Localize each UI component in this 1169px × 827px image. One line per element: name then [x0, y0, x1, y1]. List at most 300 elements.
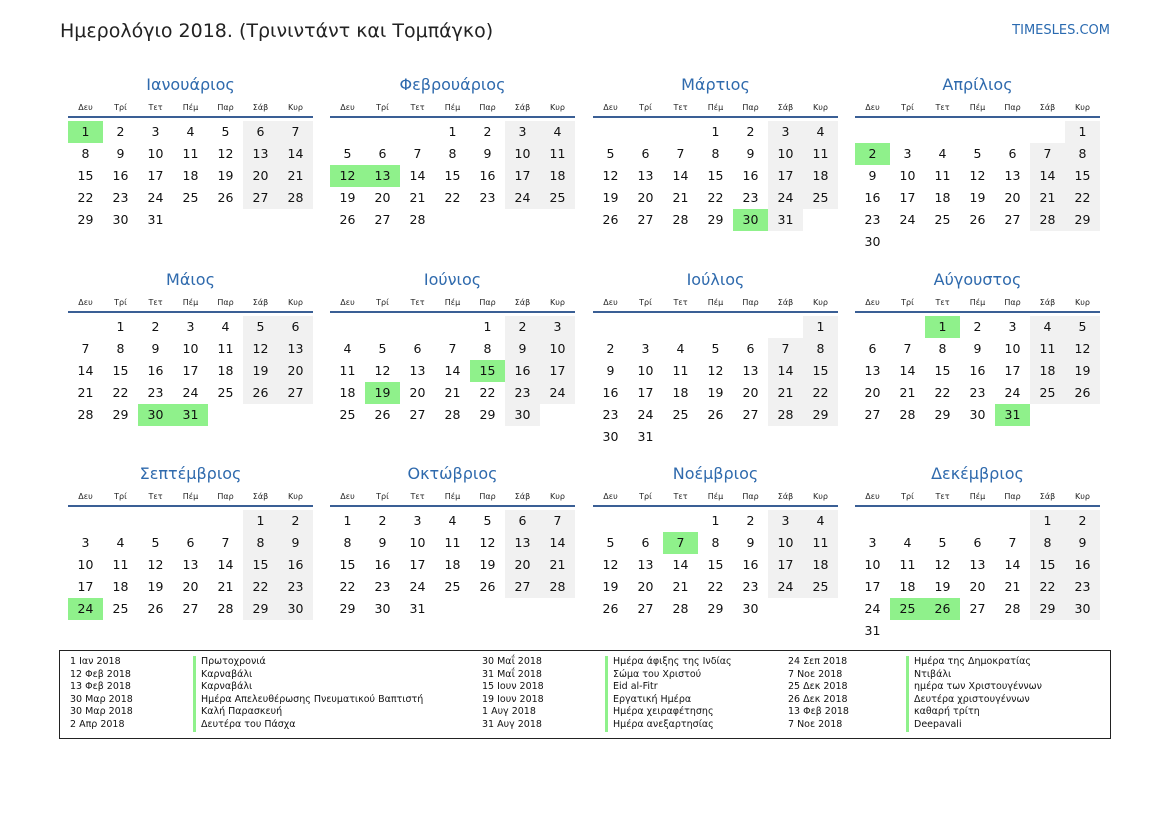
day-cell[interactable]: 19 — [339, 190, 356, 205]
day-cell[interactable]: 13 — [742, 363, 759, 378]
day-cell[interactable]: 10 — [637, 363, 654, 378]
day-cell[interactable]: 8 — [343, 535, 352, 550]
day-cell[interactable]: 5 — [938, 535, 947, 550]
day-cell[interactable]: 5 — [343, 146, 352, 161]
day-cell[interactable]: 1 — [448, 124, 457, 139]
day-cell[interactable]: 22 — [243, 576, 278, 598]
day-cell[interactable]: 4 — [1030, 316, 1065, 338]
day-cell[interactable]: 15 — [444, 168, 461, 183]
day-cell[interactable]: 22 — [803, 382, 838, 404]
day-cell[interactable]: 27 — [742, 407, 759, 422]
day-cell[interactable]: 20 — [278, 360, 313, 382]
day-cell[interactable]: 7 — [903, 341, 912, 356]
day-cell[interactable]: 1 — [116, 319, 125, 334]
day-cell[interactable]: 8 — [81, 146, 90, 161]
day-cell[interactable]: 12 — [969, 168, 986, 183]
day-cell[interactable]: 22 — [707, 579, 724, 594]
day-cell[interactable]: 6 — [973, 535, 982, 550]
day-cell[interactable]: 15 — [1030, 554, 1065, 576]
day-cell[interactable]: 15 — [707, 557, 724, 572]
day-cell[interactable]: 4 — [903, 535, 912, 550]
day-cell[interactable]: 21 — [1004, 579, 1021, 594]
day-cell[interactable]: 15 — [803, 360, 838, 382]
day-cell[interactable]: 22 — [479, 385, 496, 400]
day-cell[interactable]: 16 — [505, 360, 540, 382]
holiday-day-cell[interactable]: 31 — [995, 404, 1030, 426]
day-cell[interactable]: 23 — [864, 212, 881, 227]
day-cell[interactable]: 29 — [934, 407, 951, 422]
day-cell[interactable]: 11 — [217, 341, 234, 356]
day-cell[interactable]: 13 — [182, 557, 199, 572]
day-cell[interactable]: 23 — [112, 190, 129, 205]
day-cell[interactable]: 16 — [374, 557, 391, 572]
day-cell[interactable]: 22 — [339, 579, 356, 594]
day-cell[interactable]: 2 — [116, 124, 125, 139]
day-cell[interactable]: 10 — [768, 143, 803, 165]
day-cell[interactable]: 16 — [742, 557, 759, 572]
day-cell[interactable]: 18 — [217, 363, 234, 378]
day-cell[interactable]: 22 — [934, 385, 951, 400]
day-cell[interactable]: 31 — [147, 212, 164, 227]
day-cell[interactable]: 24 — [505, 187, 540, 209]
day-cell[interactable]: 10 — [768, 532, 803, 554]
day-cell[interactable]: 31 — [409, 601, 426, 616]
day-cell[interactable]: 20 — [409, 385, 426, 400]
day-cell[interactable]: 4 — [116, 535, 125, 550]
day-cell[interactable]: 21 — [278, 165, 313, 187]
day-cell[interactable]: 26 — [969, 212, 986, 227]
day-cell[interactable]: 15 — [77, 168, 94, 183]
day-cell[interactable]: 30 — [505, 404, 540, 426]
day-cell[interactable]: 1 — [711, 124, 720, 139]
day-cell[interactable]: 29 — [112, 407, 129, 422]
day-cell[interactable]: 14 — [1030, 165, 1065, 187]
day-cell[interactable]: 17 — [540, 360, 575, 382]
day-cell[interactable]: 19 — [602, 579, 619, 594]
holiday-day-cell[interactable]: 2 — [855, 143, 890, 165]
day-cell[interactable]: 30 — [278, 598, 313, 620]
day-cell[interactable]: 14 — [409, 168, 426, 183]
day-cell[interactable]: 4 — [186, 124, 195, 139]
day-cell[interactable]: 4 — [540, 121, 575, 143]
day-cell[interactable]: 4 — [676, 341, 685, 356]
day-cell[interactable]: 2 — [1065, 510, 1100, 532]
day-cell[interactable]: 9 — [378, 535, 387, 550]
day-cell[interactable]: 4 — [938, 146, 947, 161]
day-cell[interactable]: 21 — [768, 382, 803, 404]
holiday-day-cell[interactable]: 7 — [663, 532, 698, 554]
day-cell[interactable]: 11 — [672, 363, 689, 378]
day-cell[interactable]: 23 — [505, 382, 540, 404]
day-cell[interactable]: 7 — [768, 338, 803, 360]
day-cell[interactable]: 3 — [768, 510, 803, 532]
day-cell[interactable]: 25 — [182, 190, 199, 205]
day-cell[interactable]: 15 — [707, 168, 724, 183]
day-cell[interactable]: 9 — [1065, 532, 1100, 554]
holiday-day-cell[interactable]: 15 — [470, 360, 505, 382]
holiday-day-cell[interactable]: 30 — [733, 209, 768, 231]
day-cell[interactable]: 20 — [505, 554, 540, 576]
day-cell[interactable]: 13 — [505, 532, 540, 554]
day-cell[interactable]: 14 — [217, 557, 234, 572]
day-cell[interactable]: 5 — [221, 124, 230, 139]
day-cell[interactable]: 28 — [899, 407, 916, 422]
day-cell[interactable]: 8 — [711, 535, 720, 550]
day-cell[interactable]: 14 — [278, 143, 313, 165]
day-cell[interactable]: 7 — [278, 121, 313, 143]
day-cell[interactable]: 29 — [479, 407, 496, 422]
day-cell[interactable]: 5 — [1065, 316, 1100, 338]
day-cell[interactable]: 5 — [151, 535, 160, 550]
day-cell[interactable]: 30 — [374, 601, 391, 616]
day-cell[interactable]: 29 — [243, 598, 278, 620]
day-cell[interactable]: 17 — [77, 579, 94, 594]
day-cell[interactable]: 1 — [243, 510, 278, 532]
day-cell[interactable]: 25 — [540, 187, 575, 209]
day-cell[interactable]: 21 — [672, 579, 689, 594]
day-cell[interactable]: 28 — [540, 576, 575, 598]
day-cell[interactable]: 26 — [602, 601, 619, 616]
day-cell[interactable]: 26 — [602, 212, 619, 227]
day-cell[interactable]: 25 — [672, 407, 689, 422]
day-cell[interactable]: 9 — [746, 535, 755, 550]
day-cell[interactable]: 26 — [707, 407, 724, 422]
day-cell[interactable]: 21 — [444, 385, 461, 400]
day-cell[interactable]: 1 — [483, 319, 492, 334]
day-cell[interactable]: 5 — [606, 535, 615, 550]
day-cell[interactable]: 29 — [707, 601, 724, 616]
day-cell[interactable]: 1 — [343, 513, 352, 528]
day-cell[interactable]: 6 — [186, 535, 195, 550]
day-cell[interactable]: 24 — [637, 407, 654, 422]
day-cell[interactable]: 12 — [243, 338, 278, 360]
day-cell[interactable]: 16 — [278, 554, 313, 576]
day-cell[interactable]: 18 — [182, 168, 199, 183]
day-cell[interactable]: 21 — [540, 554, 575, 576]
day-cell[interactable]: 25 — [1030, 382, 1065, 404]
day-cell[interactable]: 6 — [1008, 146, 1017, 161]
day-cell[interactable]: 22 — [707, 190, 724, 205]
day-cell[interactable]: 22 — [1065, 187, 1100, 209]
day-cell[interactable]: 25 — [934, 212, 951, 227]
holiday-day-cell[interactable]: 30 — [138, 404, 173, 426]
day-cell[interactable]: 4 — [221, 319, 230, 334]
day-cell[interactable]: 10 — [409, 535, 426, 550]
day-cell[interactable]: 12 — [602, 168, 619, 183]
day-cell[interactable]: 5 — [973, 146, 982, 161]
day-cell[interactable]: 16 — [1065, 554, 1100, 576]
day-cell[interactable]: 21 — [409, 190, 426, 205]
day-cell[interactable]: 15 — [1065, 165, 1100, 187]
day-cell[interactable]: 6 — [278, 316, 313, 338]
day-cell[interactable]: 24 — [182, 385, 199, 400]
day-cell[interactable]: 10 — [505, 143, 540, 165]
day-cell[interactable]: 1 — [803, 316, 838, 338]
day-cell[interactable]: 9 — [973, 341, 982, 356]
day-cell[interactable]: 9 — [868, 168, 877, 183]
day-cell[interactable]: 20 — [969, 579, 986, 594]
day-cell[interactable]: 25 — [112, 601, 129, 616]
day-cell[interactable]: 26 — [1065, 382, 1100, 404]
day-cell[interactable]: 6 — [746, 341, 755, 356]
day-cell[interactable]: 2 — [746, 124, 755, 139]
day-cell[interactable]: 24 — [768, 576, 803, 598]
day-cell[interactable]: 24 — [540, 382, 575, 404]
day-cell[interactable]: 26 — [374, 407, 391, 422]
day-cell[interactable]: 16 — [112, 168, 129, 183]
day-cell[interactable]: 27 — [637, 601, 654, 616]
day-cell[interactable]: 8 — [938, 341, 947, 356]
day-cell[interactable]: 28 — [77, 407, 94, 422]
day-cell[interactable]: 11 — [899, 557, 916, 572]
day-cell[interactable]: 2 — [505, 316, 540, 338]
day-cell[interactable]: 20 — [243, 165, 278, 187]
day-cell[interactable]: 24 — [864, 601, 881, 616]
day-cell[interactable]: 24 — [409, 579, 426, 594]
day-cell[interactable]: 30 — [864, 234, 881, 249]
day-cell[interactable]: 29 — [77, 212, 94, 227]
day-cell[interactable]: 31 — [768, 209, 803, 231]
day-cell[interactable]: 17 — [768, 554, 803, 576]
day-cell[interactable]: 12 — [374, 363, 391, 378]
day-cell[interactable]: 19 — [707, 385, 724, 400]
day-cell[interactable]: 17 — [505, 165, 540, 187]
day-cell[interactable]: 23 — [602, 407, 619, 422]
site-link[interactable]: TIMESLES.COM — [1012, 23, 1110, 38]
day-cell[interactable]: 29 — [1030, 598, 1065, 620]
day-cell[interactable]: 24 — [147, 190, 164, 205]
holiday-day-cell[interactable]: 19 — [365, 382, 400, 404]
day-cell[interactable]: 26 — [479, 579, 496, 594]
day-cell[interactable]: 27 — [182, 601, 199, 616]
day-cell[interactable]: 27 — [409, 407, 426, 422]
day-cell[interactable]: 2 — [973, 319, 982, 334]
day-cell[interactable]: 19 — [602, 190, 619, 205]
day-cell[interactable]: 15 — [934, 363, 951, 378]
day-cell[interactable]: 21 — [217, 579, 234, 594]
day-cell[interactable]: 20 — [864, 385, 881, 400]
day-cell[interactable]: 22 — [112, 385, 129, 400]
day-cell[interactable]: 7 — [676, 146, 685, 161]
day-cell[interactable]: 3 — [1008, 319, 1017, 334]
day-cell[interactable]: 12 — [217, 146, 234, 161]
day-cell[interactable]: 7 — [413, 146, 422, 161]
day-cell[interactable]: 4 — [448, 513, 457, 528]
day-cell[interactable]: 9 — [116, 146, 125, 161]
day-cell[interactable]: 13 — [637, 557, 654, 572]
day-cell[interactable]: 13 — [1004, 168, 1021, 183]
day-cell[interactable]: 11 — [444, 535, 461, 550]
day-cell[interactable]: 24 — [1004, 385, 1021, 400]
day-cell[interactable]: 13 — [278, 338, 313, 360]
day-cell[interactable]: 25 — [444, 579, 461, 594]
day-cell[interactable]: 16 — [479, 168, 496, 183]
day-cell[interactable]: 18 — [444, 557, 461, 572]
day-cell[interactable]: 6 — [641, 146, 650, 161]
day-cell[interactable]: 8 — [711, 146, 720, 161]
day-cell[interactable]: 26 — [147, 601, 164, 616]
day-cell[interactable]: 12 — [147, 557, 164, 572]
day-cell[interactable]: 20 — [742, 385, 759, 400]
holiday-day-cell[interactable]: 1 — [68, 121, 103, 143]
day-cell[interactable]: 23 — [969, 385, 986, 400]
day-cell[interactable]: 26 — [339, 212, 356, 227]
day-cell[interactable]: 18 — [803, 165, 838, 187]
holiday-day-cell[interactable]: 31 — [173, 404, 208, 426]
day-cell[interactable]: 5 — [243, 316, 278, 338]
day-cell[interactable]: 22 — [444, 190, 461, 205]
day-cell[interactable]: 10 — [864, 557, 881, 572]
day-cell[interactable]: 3 — [903, 146, 912, 161]
day-cell[interactable]: 6 — [378, 146, 387, 161]
day-cell[interactable]: 13 — [243, 143, 278, 165]
day-cell[interactable]: 21 — [899, 385, 916, 400]
day-cell[interactable]: 18 — [540, 165, 575, 187]
day-cell[interactable]: 17 — [768, 165, 803, 187]
day-cell[interactable]: 30 — [969, 407, 986, 422]
holiday-day-cell[interactable]: 24 — [68, 598, 103, 620]
day-cell[interactable]: 23 — [742, 579, 759, 594]
day-cell[interactable]: 3 — [868, 535, 877, 550]
day-cell[interactable]: 18 — [339, 385, 356, 400]
day-cell[interactable]: 27 — [505, 576, 540, 598]
day-cell[interactable]: 21 — [672, 190, 689, 205]
day-cell[interactable]: 3 — [768, 121, 803, 143]
day-cell[interactable]: 20 — [374, 190, 391, 205]
day-cell[interactable]: 20 — [637, 190, 654, 205]
day-cell[interactable]: 25 — [803, 187, 838, 209]
day-cell[interactable]: 7 — [540, 510, 575, 532]
day-cell[interactable]: 14 — [77, 363, 94, 378]
day-cell[interactable]: 28 — [409, 212, 426, 227]
day-cell[interactable]: 2 — [378, 513, 387, 528]
day-cell[interactable]: 27 — [637, 212, 654, 227]
day-cell[interactable]: 28 — [672, 601, 689, 616]
day-cell[interactable]: 11 — [540, 143, 575, 165]
day-cell[interactable]: 12 — [707, 363, 724, 378]
day-cell[interactable]: 29 — [707, 212, 724, 227]
day-cell[interactable]: 14 — [1004, 557, 1021, 572]
day-cell[interactable]: 11 — [934, 168, 951, 183]
day-cell[interactable]: 25 — [217, 385, 234, 400]
day-cell[interactable]: 17 — [1004, 363, 1021, 378]
day-cell[interactable]: 25 — [803, 576, 838, 598]
day-cell[interactable]: 22 — [77, 190, 94, 205]
day-cell[interactable]: 9 — [483, 146, 492, 161]
day-cell[interactable]: 21 — [77, 385, 94, 400]
day-cell[interactable]: 10 — [147, 146, 164, 161]
day-cell[interactable]: 5 — [483, 513, 492, 528]
day-cell[interactable]: 23 — [742, 190, 759, 205]
day-cell[interactable]: 6 — [505, 510, 540, 532]
day-cell[interactable]: 12 — [1065, 338, 1100, 360]
day-cell[interactable]: 19 — [969, 190, 986, 205]
day-cell[interactable]: 15 — [339, 557, 356, 572]
day-cell[interactable]: 11 — [803, 532, 838, 554]
day-cell[interactable]: 14 — [672, 557, 689, 572]
day-cell[interactable]: 8 — [803, 338, 838, 360]
day-cell[interactable]: 19 — [1065, 360, 1100, 382]
holiday-day-cell[interactable]: 1 — [925, 316, 960, 338]
day-cell[interactable]: 20 — [637, 579, 654, 594]
day-cell[interactable]: 20 — [182, 579, 199, 594]
day-cell[interactable]: 28 — [278, 187, 313, 209]
day-cell[interactable]: 2 — [746, 513, 755, 528]
day-cell[interactable]: 28 — [217, 601, 234, 616]
day-cell[interactable]: 6 — [243, 121, 278, 143]
day-cell[interactable]: 5 — [378, 341, 387, 356]
day-cell[interactable]: 19 — [243, 360, 278, 382]
day-cell[interactable]: 18 — [899, 579, 916, 594]
day-cell[interactable]: 17 — [637, 385, 654, 400]
day-cell[interactable]: 28 — [1030, 209, 1065, 231]
day-cell[interactable]: 27 — [374, 212, 391, 227]
day-cell[interactable]: 21 — [1030, 187, 1065, 209]
day-cell[interactable]: 10 — [182, 341, 199, 356]
day-cell[interactable]: 23 — [147, 385, 164, 400]
day-cell[interactable]: 24 — [899, 212, 916, 227]
day-cell[interactable]: 20 — [1004, 190, 1021, 205]
day-cell[interactable]: 14 — [768, 360, 803, 382]
day-cell[interactable]: 17 — [864, 579, 881, 594]
day-cell[interactable]: 12 — [934, 557, 951, 572]
day-cell[interactable]: 11 — [112, 557, 129, 572]
day-cell[interactable]: 9 — [505, 338, 540, 360]
day-cell[interactable]: 27 — [1004, 212, 1021, 227]
day-cell[interactable]: 10 — [540, 338, 575, 360]
day-cell[interactable]: 13 — [969, 557, 986, 572]
day-cell[interactable]: 5 — [606, 146, 615, 161]
day-cell[interactable]: 28 — [672, 212, 689, 227]
day-cell[interactable]: 10 — [1004, 341, 1021, 356]
day-cell[interactable]: 27 — [969, 601, 986, 616]
day-cell[interactable]: 18 — [112, 579, 129, 594]
day-cell[interactable]: 30 — [112, 212, 129, 227]
day-cell[interactable]: 3 — [186, 319, 195, 334]
day-cell[interactable]: 28 — [444, 407, 461, 422]
day-cell[interactable]: 14 — [444, 363, 461, 378]
day-cell[interactable]: 1 — [1065, 121, 1100, 143]
day-cell[interactable]: 29 — [1065, 209, 1100, 231]
day-cell[interactable]: 18 — [934, 190, 951, 205]
day-cell[interactable]: 30 — [1065, 598, 1100, 620]
day-cell[interactable]: 27 — [243, 187, 278, 209]
day-cell[interactable]: 16 — [602, 385, 619, 400]
day-cell[interactable]: 17 — [409, 557, 426, 572]
day-cell[interactable]: 4 — [343, 341, 352, 356]
day-cell[interactable]: 23 — [278, 576, 313, 598]
holiday-day-cell[interactable]: 26 — [925, 598, 960, 620]
day-cell[interactable]: 4 — [803, 121, 838, 143]
day-cell[interactable]: 18 — [1030, 360, 1065, 382]
day-cell[interactable]: 8 — [448, 146, 457, 161]
day-cell[interactable]: 26 — [243, 382, 278, 404]
day-cell[interactable]: 24 — [768, 187, 803, 209]
day-cell[interactable]: 6 — [868, 341, 877, 356]
day-cell[interactable]: 17 — [182, 363, 199, 378]
day-cell[interactable]: 13 — [637, 168, 654, 183]
day-cell[interactable]: 14 — [672, 168, 689, 183]
day-cell[interactable]: 22 — [1030, 576, 1065, 598]
day-cell[interactable]: 16 — [969, 363, 986, 378]
day-cell[interactable]: 11 — [339, 363, 356, 378]
day-cell[interactable]: 16 — [147, 363, 164, 378]
day-cell[interactable]: 29 — [803, 404, 838, 426]
day-cell[interactable]: 23 — [374, 579, 391, 594]
day-cell[interactable]: 6 — [641, 535, 650, 550]
day-cell[interactable]: 2 — [483, 124, 492, 139]
day-cell[interactable]: 27 — [864, 407, 881, 422]
